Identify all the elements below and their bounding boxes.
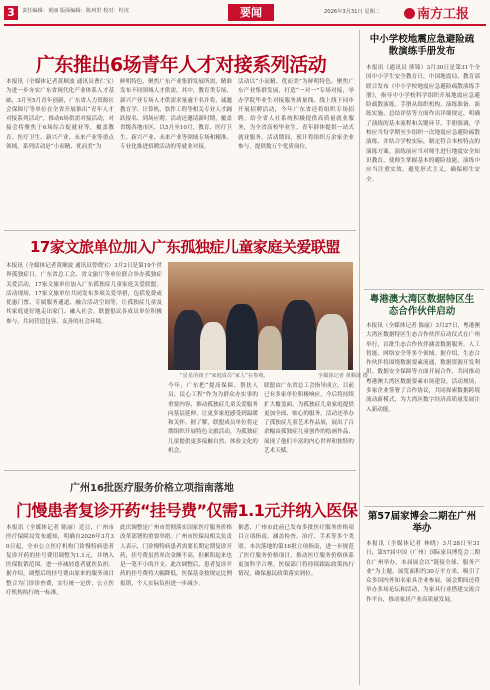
article3-col1: 本报讯（全媒体记者 陈丽）近日，广州市医疗保障局发布通知，明确自2026年3月30日起，全市公立医疗机构门诊慢特病患者复诊开药的挂号费用调整为1.1元，并纳入医保报销范围，进一步减轻患者就医负担。据介绍，调整后的挂号费由原来的服务项目整合为门诊诊查费，实行统一定价，公立医疗机构执行统一标准。 bbox=[6, 525, 114, 597]
article1-col3: 活动以“小而精、优而美”为鲜明特色，聚焦广东产业集群发展，打造“一对一”专场对接，举办学院毕业生对接服务质量线、线上线下同步开展招聘活动，今年广东省还将组织专场招聘，给全省人社系统积极提供高质量就业服务，为全省高校毕业生、青年群体提供一站式就业服务。活动期间，预计将组织万余家企业参与，提供数万个优质岗位。 bbox=[238, 79, 354, 151]
article-divider bbox=[364, 289, 484, 290]
article2-col2: 今年，广东把“提高保障、帮扶人员、民心工程”作为为群众办实事的重要内容，推动孤独症儿童关爱服务向基层延伸，让更多家庭感受到温暖和关怀。据了解，联盟成员单位将定期组织开展特色文旅活动，为孤独症儿童提供更多接触自然、体验文化的机会。 bbox=[168, 383, 258, 455]
logo-text: 南方工报 bbox=[417, 7, 470, 22]
article3-subtitle: 广州16批医疗服务价格立项指南落地 bbox=[70, 483, 234, 494]
article2-title: 17家文旅单位加入广东孤独症儿童家庭关爱联盟 bbox=[30, 238, 340, 256]
article1-col1: 本报讯（全媒体记者黄顺波 通讯员曹仁宝）为进一步夯实广东省现代化产业体系人才基础，3月至5月青年创新，广东省人力资源社会保障厅等单位在全省开展推出“青年人才对接系列活动”，推动6场供需对接活动，对接会将聚焦于6场综合促就业等，覆盖教育、医疗卫生、新兴产业、未来产业等重点领域。系列活动是“小而精、优而美”为 bbox=[6, 79, 114, 151]
article-divider bbox=[364, 506, 484, 507]
article-divider bbox=[4, 470, 356, 471]
right1-title: 中小学校地震应急避险疏散演练手册发布 bbox=[369, 34, 475, 57]
column-divider bbox=[359, 30, 360, 685]
right1-body: 本报讯（通讯员 熊锦）3月30日是第31个全国中小学生安全教育日，中国地震局、教育部联合发布《中小学校地震应急避险疏散演练手册》，指导中小学校科学组织开展地震应急避险疏散演练。手册从组织机构、演练准备、演练实施、总结评估等方面作出详细规定，明确了演练的基本流程和关键环节。手册强调，学校应当每学期至少组织一次地震应急避险疏散演练，并结合学校实际，制定符合本校特点的演练方案。演练前应当对师生进行地震安全知识教育，使师生掌握基本的避险技能。演练中应当注重实效，避免形式主义，确保师生安全。 bbox=[366, 65, 480, 183]
right2-title: 粤港澳大湾区数据特区生态合作伙伴启动 bbox=[369, 294, 475, 317]
editors-line: 责任编辑：黄丽 版面编辑：陈珂里 校对：杜虎 bbox=[22, 8, 130, 14]
article3-col3: 据悉，广州市此前已发布多批医疗服务价格项目立项指南，涵盖检查、治疗、手术等多个类别。本次落地的第16批立项指南，进一步规范了医疗服务价格项目，推动医疗服务价格体系更加科学合理。医保部门将持续跟踪政策执行情况，确保惠民政策落实到位。 bbox=[238, 525, 354, 578]
issue-date: 2026年3月31日 星期二 bbox=[324, 9, 380, 15]
photo-credit: 全媒体记者 黄顺波 摄 bbox=[318, 373, 368, 379]
section-label: 要闻 bbox=[228, 4, 274, 21]
article-divider bbox=[4, 230, 356, 231]
newspaper-logo bbox=[404, 3, 469, 22]
right3-title: 第57届家博会二期在广州举办 bbox=[367, 511, 477, 534]
article3-col2: 此次调整是广州市贯彻落实国家医疗服务价格改革部署的重要举措。广州市医保局相关负责人表示，门诊慢特病患者需要长期定期复诊开药，挂号费虽然单次金额不高，但累积起来也是一笔不小的开支。此次调整后，患者复诊开药的挂号费将大幅降低，医保基金按规定比例报销，个人实际负担进一步减少。 bbox=[120, 525, 232, 587]
page-number: 3 bbox=[4, 6, 18, 20]
article2-col3: 联盟由广东省总工会指导成立，目前已有多家单位积极响应，今后将持续扩大覆盖面，为孤独症儿童家庭提供更加全面、贴心的服务。活动还举办了孤独症儿童艺术作品展，展出了百余幅由孤独症儿童创作的绘画作品，展现了他们丰富的内心世界和独特的艺术天赋。 bbox=[264, 383, 354, 455]
photo-caption: “星星的孩子”家庭成员“家人”在参观。 bbox=[180, 373, 269, 379]
event-photo bbox=[168, 262, 353, 370]
right3-body: 本报讯（全媒体记者 林晓）3月28日至31日，第57届中国（广州）国际家具博览会二期在广州举办。本届展会以“链接全球、服务产业”为主题，展览面积约30万平方米，吸引了众多国内外知名家具企业参展。展会期间还将举办多场论坛和活动，为家具行业搭建交流合作平台，推动家居产业高质量发展。 bbox=[366, 541, 480, 603]
article1-col2: 鲜明特色，聚焦广东产业集群发展所需，精准发布不同领域人才供需，其中，教育类专场、新兴产业专场人才供需求量逾千名并将，诚邀教育学、计算机、软件工程等相关专业人才踊跃报名、到场应聘。活动还邀请新时期，覆盖省级各地市区，以5月至10月，教育、医疗卫生、新兴产业、未来产业等领域专场和精准、专业化推进招聘活动的等就业对接。 bbox=[120, 79, 232, 151]
article1-title: 广东推出6场青年人才对接系列活动 bbox=[36, 54, 327, 76]
article3-title: 门慢患者复诊开药“挂号费”仅需1.1元并纳入医保 bbox=[16, 501, 358, 520]
article2-col1: 本报讯（全媒体记者黄顺波 通讯员曾晓宝）3月2日是第19个世界孤独症日，广东省总工会、省文旅厅等单位联合举办孤独症关爱活动，17家文旅单位加入广东孤独症儿童家庭关爱联盟。活动现场，17家文旅单位共同发布多项关爱举措，包括免费或优惠门票、专属服务通道、融合活动空间等，让孤独症儿童及其家庭更好地走出家门、融入社会。联盟倡议各成员单位积极参与，共同营造包容、友善的社会环境。 bbox=[6, 263, 162, 325]
logo-mark-icon bbox=[404, 8, 415, 19]
header-rule bbox=[4, 24, 486, 26]
right2-body: 本报讯（全媒体记者 陈丽）3月27日，粤港澳大湾区数据特区生态合作伙伴启动仪式在广州举行，首批生态合作伙伴涵盖数据服务、人工智能、网络安全等多个领域。据介绍，生态合作伙伴将围绕数据要素流通、数据资源开发利用、数据安全保障等方面开展合作，共同推动粤港澳大湾区数据要素市场建设。活动现场，多家企业签署了合作协议，共同探索数据跨境流动新模式，为大湾区数字经济高质量发展注入新动能。 bbox=[366, 323, 480, 413]
